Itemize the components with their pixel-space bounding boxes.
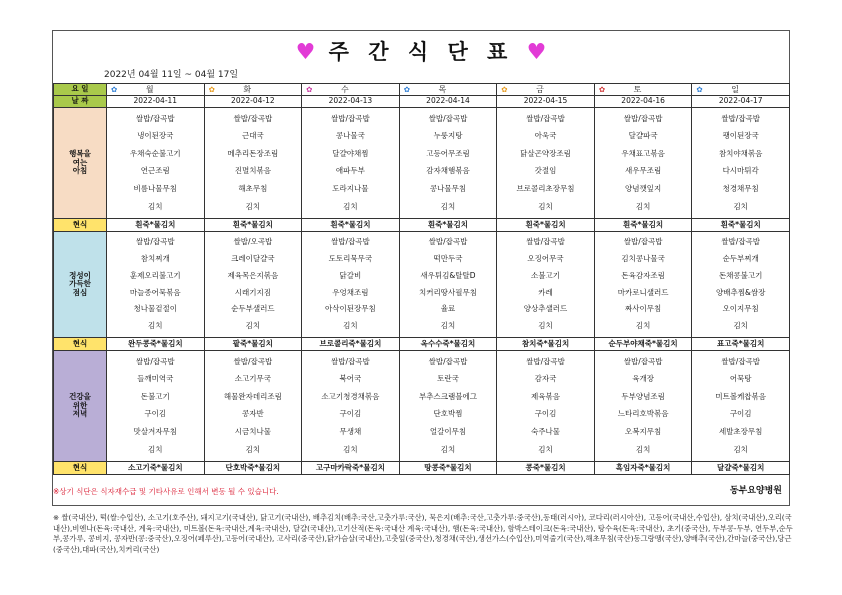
menu-item: 달걀야채찜 [332,148,369,158]
menu-item: 김치 [343,321,358,331]
menu-item: 숙주나물 [531,427,561,437]
menu-item: 근대국 [241,131,264,141]
breakfast_snack-label: 현식 [54,219,107,232]
day-name: 화 [243,84,252,94]
menu-list [497,351,594,461]
menu-item: 쌀밥/잡곡밥 [331,237,370,247]
lunch_snack-cell: 완두콩죽*물김치 [107,338,205,351]
menu-item: 새우튀김&탈탈D [420,270,476,280]
page-title [0,36,842,66]
day-name-cell [204,84,302,96]
menu-item: 쌀밥/잡곡밥 [526,356,565,366]
title-text: 주 간 식 단 표 [328,40,514,64]
menu-item: 쌀밥/잡곡밥 [721,113,761,123]
day-name: 금 [536,84,544,94]
menu-item: 쌀밥/잡곡밥 [135,237,175,247]
menu-item: 카레 [538,287,553,297]
menu-item: 김치 [733,201,748,211]
menu-item: 감자국 [534,374,557,384]
day-name-wrap [703,85,768,95]
menu-item: 쌀밥/잡곡밥 [135,113,175,123]
menu-list [400,232,497,337]
menu-item: 냉이된장국 [137,131,174,141]
lunch-cell [497,232,595,338]
menu-item: 느타리호박볶음 [617,409,669,419]
menu-item: 오징어무국 [527,253,564,263]
menu-item: 율료 [440,304,456,314]
menu-item: 미트볼케찹볶음 [715,391,767,401]
dinner-cell [399,351,497,462]
lunch_snack-cell: 팥죽*물김치 [204,338,302,351]
dinner_snack-cell: 고구마카락죽*물김치 [302,462,400,475]
breakfast_snack-cell: 흰죽*물김치 [497,219,595,232]
menu-item: 쌀밥/잡곡밥 [428,113,468,123]
menu-item: 떡만두국 [433,253,463,263]
lunch_snack-cell: 순두부야채죽*물김치 [594,338,692,351]
menu-item: 다시마튀각 [722,166,759,176]
menu-item: 맛살겨자무침 [133,427,178,437]
menu-item: 쌀밥/잡곡밥 [331,356,370,366]
menu-item: 닭갈비 [339,270,362,280]
day-name-wrap [508,85,573,95]
menu-item: 시금치나물 [234,427,271,437]
menu-item: 콩자반 [241,409,264,419]
menu-item: 순두부찌개 [722,253,759,263]
day-name: 목 [438,84,447,94]
menu-item: 쌀밥/잡곡밥 [135,356,175,366]
flower-icon: ✿ [111,84,118,94]
menu-item: 달걀파국 [628,131,658,141]
notice-text: ※상기 식단은 식자재수급 및 기타사유로 인해서 변동 될 수 있습니다. [53,487,279,496]
menu-item: 김치 [440,444,456,454]
breakfast_snack-cell: 흰죽*물김치 [399,219,497,232]
menu-list [205,232,302,337]
menu-item: 김치 [148,201,163,211]
menu-item: 쌀밥/잡곡밥 [428,356,468,366]
menu-list [107,108,204,218]
menu-item: 김치 [440,321,456,331]
hospital-name: 동부요양병원 [729,486,782,496]
menu-item: 애파두부 [335,166,365,176]
menu-list [692,351,789,461]
menu-list [107,351,204,461]
menu-item: 콩나물국 [335,131,365,141]
menu-item: 김치 [635,444,651,454]
day-name-cell [399,84,497,96]
breakfast-cell [594,108,692,219]
day-name-wrap [605,85,670,95]
lunch-cell [692,232,790,338]
day-header-label: 요 일 [54,84,107,96]
date-cell: 2022-04-16 [594,96,692,108]
menu-item: 얼갈이무침 [429,427,467,437]
menu-item: 돈채콩불고기 [718,270,763,280]
menu-item: 김치 [343,444,358,454]
dinner_snack-cell: 땅콩죽*물김치 [399,462,497,475]
menu-item: 김치 [538,321,553,331]
menu-item: 소고기무국 [234,374,271,384]
day-name-wrap [215,85,280,95]
menu-item: 고등어무조림 [426,148,470,158]
breakfast-cell [497,108,595,219]
menu-item: 우채숙순불고기 [129,148,181,158]
menu-item: 무생채 [339,427,362,437]
menu-list [205,108,302,218]
menu-item: 비름나물무침 [133,184,178,194]
menu-item: 쌀밥/잡곡밥 [623,356,663,366]
flower-icon: ✿ [208,84,215,94]
heart-icon: ♥ [295,40,316,65]
menu-item: 누룽지탕 [433,131,463,141]
lunch-cell [594,232,692,338]
menu-item: 짜사이무침 [624,304,662,314]
breakfast_snack-cell: 흰죽*물김치 [692,219,790,232]
menu-item: 김치 [635,201,651,211]
menu-list [497,108,594,218]
menu-item: 쌀밥/잡곡밥 [526,113,565,123]
menu-item: 소불고기 [531,270,561,280]
date-range: 2022년 04월 11일 ~ 04월 17일 [104,70,239,80]
breakfast-cell [692,108,790,219]
day-name-cell [692,84,790,96]
breakfast_snack-cell: 흰죽*물김치 [594,219,692,232]
day-name-wrap [410,85,475,95]
dinner-cell [302,351,400,462]
menu-item: 청경채무침 [722,184,759,194]
breakfast-cell [107,108,205,219]
menu-item: 오복지무침 [624,427,662,437]
dinner-cell [204,351,302,462]
menu-item: 쌀밥/잡곡밥 [331,113,370,123]
breakfast-cell [399,108,497,219]
menu-item: 연근조림 [140,166,170,176]
menu-item: 쌀밥/잡곡밥 [526,237,565,247]
menu-list [400,108,497,218]
day-name-wrap [117,85,182,95]
menu-table [53,83,790,475]
breakfast-cell [302,108,400,219]
menu-item: 구이김 [534,409,557,419]
menu-item: 쌀밥/오곡밥 [233,237,273,247]
date-cell: 2022-04-14 [399,96,497,108]
date-cell: 2022-04-12 [204,96,302,108]
menu-item: 해물완자데리조림 [223,391,282,401]
menu-item: 김치 [733,444,748,454]
menu-item: 쌀밥/잡곡밥 [623,113,663,123]
menu-item: 콩나물무침 [429,184,467,194]
menu-item: 우엉채조림 [332,287,369,297]
breakfast_snack-cell: 흰죽*물김치 [107,219,205,232]
menu-item: 구이김 [339,409,362,419]
dinner-cell [107,351,205,462]
menu-list [400,351,497,461]
lunch_snack-label: 현식 [54,338,107,351]
lunch-cell [399,232,497,338]
menu-item: 메추리돈장조림 [227,148,279,158]
flower-icon: ✿ [501,84,508,94]
menu-item: 팽이된장국 [722,131,759,141]
menu-item: 양념깻잎지 [624,184,662,194]
menu-list [497,232,594,337]
breakfast_snack-cell: 흰죽*물김치 [204,219,302,232]
menu-item: 마늘종어묵볶음 [129,287,181,297]
menu-item: 아삭이된장무침 [325,304,376,314]
menu-item: 제육볶음 [531,391,561,401]
menu-item: 시래기지짐 [234,287,271,297]
dinner-cell [692,351,790,462]
date-header-label: 날 짜 [54,96,107,108]
menu-item: 도라지나물 [332,184,369,194]
menu-item: 쌀밥/잡곡밥 [721,237,761,247]
menu-item: 육개장 [632,374,654,384]
menu-item: 들깨미역국 [137,374,174,384]
date-cell: 2022-04-13 [302,96,400,108]
menu-item: 김치 [245,444,261,454]
dinner_snack-label: 현식 [54,462,107,475]
day-name-wrap [312,85,377,95]
menu-list [302,108,399,218]
menu-list [107,232,204,337]
day-name-cell [302,84,400,96]
menu-item: 참치야채볶음 [718,148,763,158]
menu-list [595,351,692,461]
menu-item: 어묵탕 [729,374,752,384]
lunch-cell [107,232,205,338]
menu-item: 쌀밥/잡곡밥 [623,237,663,247]
breakfast_snack-cell: 흰죽*물김치 [302,219,400,232]
dinner-label: 건강을 위한 저녁 [54,351,107,462]
lunch_snack-cell: 참치죽*물김치 [497,338,595,351]
flower-icon: ✿ [598,84,606,94]
menu-item: 쌀밥/잡곡밥 [233,113,273,123]
lunch-label: 정성이 가득한 점심 [54,232,107,338]
date-cell: 2022-04-15 [497,96,595,108]
menu-item: 마카로니샐러드 [617,287,669,297]
lunch_snack-cell: 옥수수죽*물김치 [399,338,497,351]
menu-list [692,232,789,337]
menu-item: 아욱국 [534,131,557,141]
day-name: 일 [731,84,739,94]
day-name: 수 [340,84,349,94]
menu-item: 김치 [733,321,748,331]
menu-item: 쌀밥/잡곡밥 [233,356,273,366]
menu-item: 구이김 [729,409,752,419]
menu-item: 김치 [538,201,553,211]
flower-icon: ✿ [306,84,313,94]
breakfast-label: 행복을 여는 아침 [54,108,107,219]
menu-item: 김치 [538,444,553,454]
menu-item: 양배추찜&쌈장 [716,287,766,297]
menu-item: 김치 [440,201,456,211]
menu-item: 쌀밥/잡곡밥 [428,237,468,247]
menu-item: 쌀밥/잡곡밥 [721,356,761,366]
dinner_snack-cell: 단호박죽*물김치 [204,462,302,475]
menu-item: 김치 [343,201,358,211]
menu-item: 단호박찜 [433,409,463,419]
menu-item: 김치 [245,201,261,211]
menu-item: 진멸치볶음 [234,166,271,176]
menu-item: 세발초장무침 [718,427,763,437]
day-name-cell [594,84,692,96]
menu-item: 두부양념조림 [621,391,665,401]
date-cell: 2022-04-17 [692,96,790,108]
lunch-cell [302,232,400,338]
menu-item: 김치콩나물국 [621,253,665,263]
menu-list [302,351,399,461]
menu-list [692,108,789,218]
day-name-cell [497,84,595,96]
day-name: 토 [633,84,642,94]
menu-item: 오이지무침 [722,304,759,314]
day-name-cell [107,84,205,96]
menu-list [595,232,692,337]
menu-list [302,232,399,337]
menu-item: 제육목은지볶음 [227,270,279,280]
lunch-cell [204,232,302,338]
menu-item: 돈불고기 [140,391,170,401]
menu-item: 참치찌개 [140,253,170,263]
menu-item: 김치 [148,321,163,331]
flower-icon: ✿ [696,84,703,94]
menu-item: 닭살곤약장조림 [520,148,571,158]
menu-item: 훈제오리불고기 [129,270,181,280]
menu-item: 우채표고볶음 [621,148,665,158]
dinner-cell [497,351,595,462]
day-name: 월 [145,84,154,94]
dinner-cell [594,351,692,462]
flower-icon: ✿ [403,84,410,94]
menu-item: 치커리땅사필무침 [418,287,477,297]
menu-list [595,108,692,218]
menu-item: 부추스크램블에그 [418,391,477,401]
menu-item: 돈육감자조림 [621,270,665,280]
breakfast-cell [204,108,302,219]
origin-info: ※ 쌀(국내산), 떡(쌀:수입산), 소고기(호주산), 돼지고기(국내산), 닭고기(국내산), 배추김치(배추:국산,고춧가루:국산), 묵은지(배추:국산,고춧가루:중국산),동태(러시아), 코다리(러시아산), 고등어(국내산,수입산), 삼치(국내산),오리(국내산),비엔나(돈육:국내산, 계육:국내산), 미트볼(돈육:국내산,계육:국내산), 달걀(국내산),고기산적(돈육:국내산 계육:국내산), 햄(돈육:국내산), 함박스테이크(돈육:국내산), 탕수육(돈육:국내산), 초기(중국산), 두부콩-두부, 연두부,순두부,콩가루, 콩비지, 콩자반(콩:중국산),오징어(페루산),고등어(국내산), 고사리(중국산),닭가슴살(국내산),고춧잎(중국산),청경채(국산),생선가스(수입산),미역줄기(국산),해초무침(국산)동그랑땡(국산),양배추(국산),간마늘(중국산),당근(중국산),대파(국산),치커리(국산) [53,513,793,554]
menu-list [205,351,302,461]
menu-item: 토란국 [437,374,459,384]
lunch_snack-cell: 표고죽*물김치 [692,338,790,351]
heart-icon: ♥ [526,40,547,65]
menu-item: 크레이달걀국 [231,253,275,263]
dinner_snack-cell: 소고기죽*물김치 [107,462,205,475]
menu-item: 청나물겉절이 [133,304,178,314]
dinner_snack-cell: 콩죽*물김치 [497,462,595,475]
menu-item: 김치 [635,321,651,331]
menu-item: 브로콜리초장무침 [516,184,575,194]
dinner_snack-cell: 달걀죽*물김치 [692,462,790,475]
menu-item: 김치 [245,321,261,331]
dinner_snack-cell: 흑임자죽*물김치 [594,462,692,475]
menu-item: 새우무조림 [624,166,662,176]
menu-item: 구이김 [144,409,167,419]
date-cell: 2022-04-11 [107,96,205,108]
menu-item: 감자채햄볶음 [426,166,470,176]
menu-item: 북어국 [339,374,362,384]
menu-item: 도토리묵무국 [328,253,373,263]
menu-item: 갓절임 [534,166,557,176]
lunch_snack-cell: 브로콜리죽*물김치 [302,338,400,351]
menu-item: 양상추샐러드 [523,304,568,314]
menu-item: 순두부샐러드 [231,304,275,314]
menu-item: 해초무침 [238,184,268,194]
menu-item: 김치 [148,444,163,454]
menu-item: 소고기청경채볶음 [321,391,380,401]
